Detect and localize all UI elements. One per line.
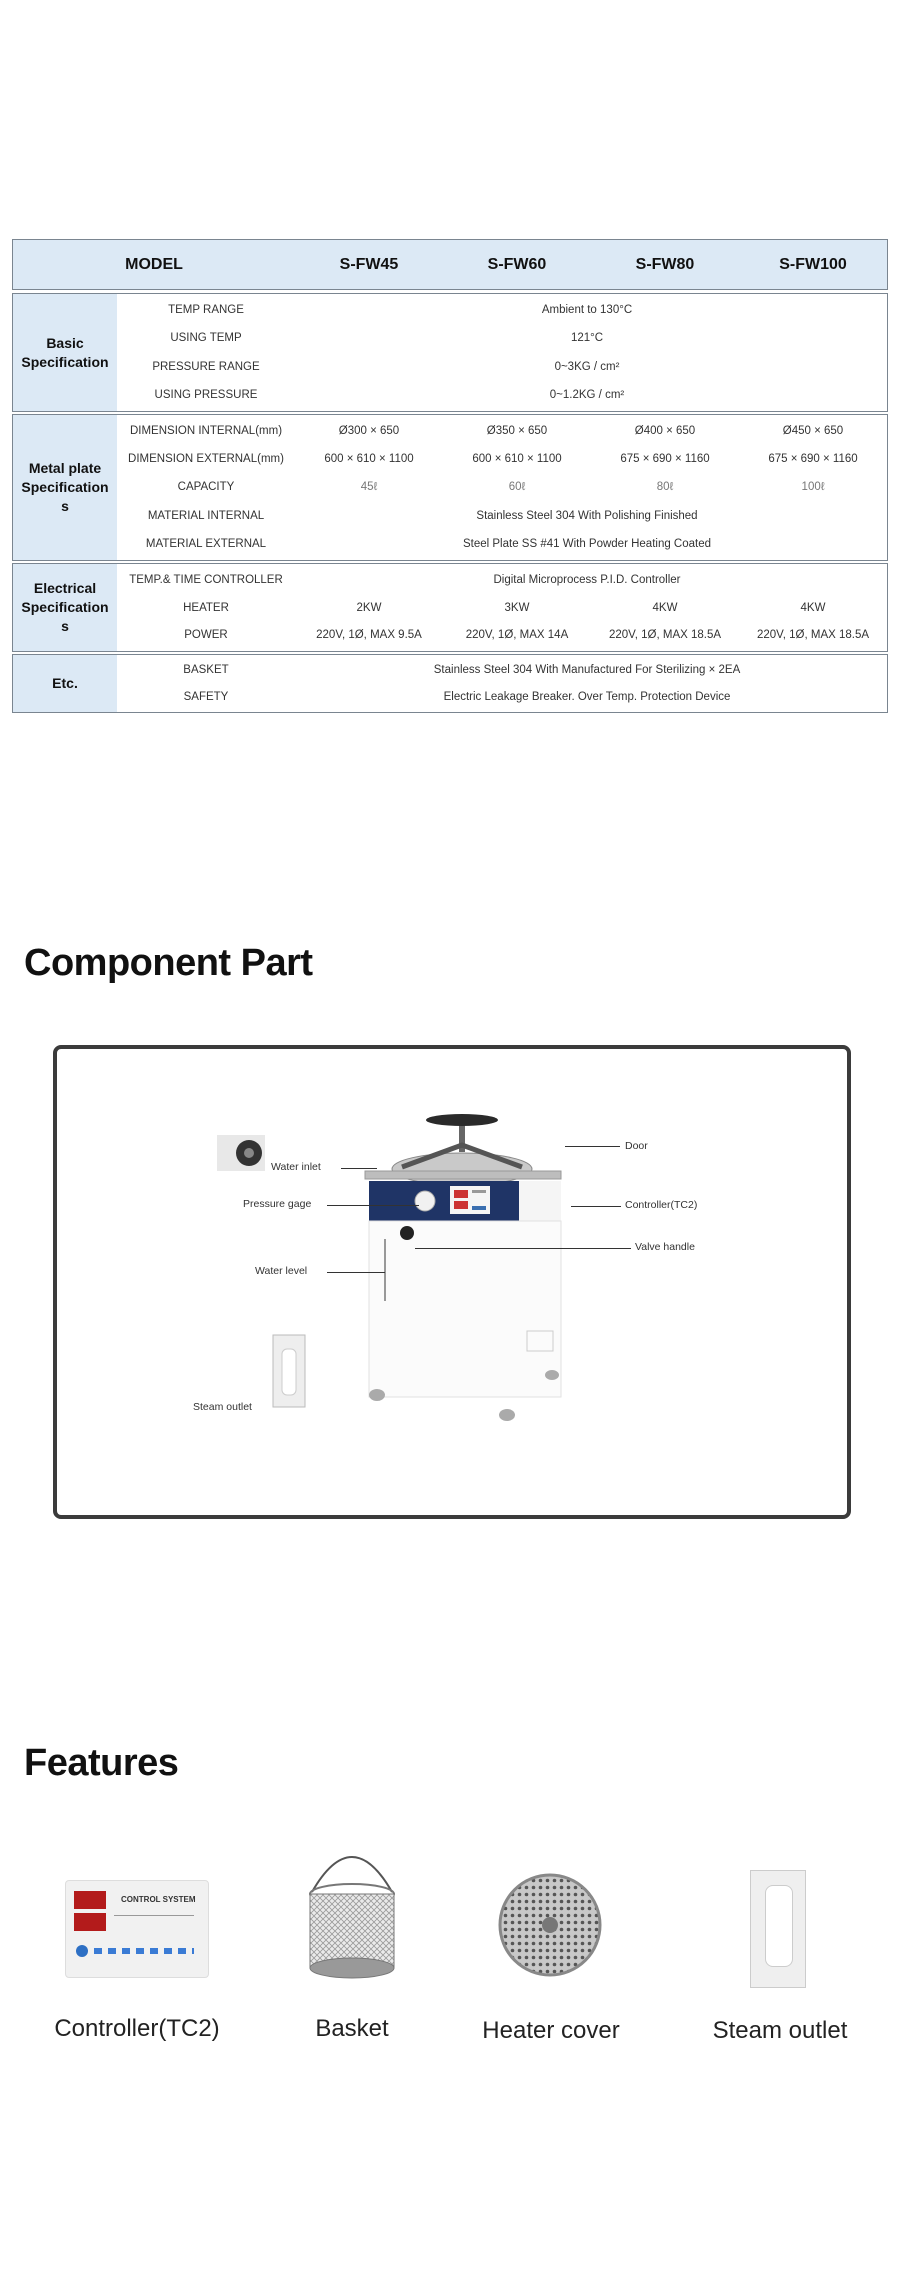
- spec-value: 675 × 690 × 1160: [620, 453, 710, 466]
- spec-label: DIMENSION INTERNAL(mm): [129, 425, 283, 438]
- spec-row: [117, 296, 887, 324]
- spec-value: 3KW: [504, 601, 530, 614]
- feature-label-basket: Basket: [315, 2015, 389, 2042]
- callout-line: [571, 1206, 621, 1207]
- spec-value: Ø350 × 650: [486, 425, 548, 438]
- callout-line: [327, 1205, 419, 1206]
- etc-spec-category: Etc.: [13, 655, 117, 712]
- spec-row: [117, 530, 887, 558]
- autoclave-illustration: [57, 1049, 847, 1515]
- spec-value: 2KW: [356, 601, 382, 614]
- spec-value: 45ℓ: [360, 481, 378, 494]
- spec-value: Ambient to 130°C: [541, 304, 633, 317]
- spec-value: 4KW: [800, 601, 826, 614]
- spec-row: [117, 566, 887, 594]
- electrical-spec-category: Electrical Specification s: [13, 564, 117, 651]
- spec-value: 600 × 610 × 1100: [324, 453, 414, 466]
- spec-value: 4KW: [652, 601, 678, 614]
- spec-label: TEMP RANGE: [168, 304, 244, 317]
- metal-spec-group: [12, 414, 888, 561]
- feature-label-heater-cover: Heater cover: [482, 2017, 620, 2044]
- spec-value: 121°C: [570, 332, 604, 345]
- spec-value: Steel Plate SS #41 With Powder Heating Coated: [462, 537, 712, 550]
- spec-value: 675 × 690 × 1160: [768, 453, 858, 466]
- spec-row: [117, 445, 887, 473]
- spec-value: Stainless Steel 304 With Manufactured For Sterilizing × 2EA: [433, 664, 741, 677]
- spec-row: [117, 594, 887, 622]
- spec-value: Ø300 × 650: [338, 425, 400, 438]
- spec-label: SAFETY: [183, 690, 229, 703]
- model-s-fw100: S-FW100: [779, 255, 847, 273]
- spec-label: MATERIAL EXTERNAL: [145, 537, 267, 550]
- basic-spec-category: Basic Specification: [13, 294, 117, 411]
- spec-row: [117, 324, 887, 352]
- features-title: Features: [24, 1742, 179, 1784]
- callout-steam-outlet: Steam outlet: [193, 1401, 252, 1413]
- feature-label-controller: Controller(TC2): [54, 2015, 220, 2042]
- spec-row: [117, 417, 887, 445]
- callout-valve-handle: Valve handle: [635, 1241, 695, 1253]
- spec-label: PRESSURE RANGE: [152, 360, 260, 373]
- spec-label: TEMP.& TIME CONTROLLER: [129, 573, 283, 586]
- spec-value: Ø400 × 650: [634, 425, 696, 438]
- electrical-spec-group: [12, 563, 888, 652]
- model-s-fw80: S-FW80: [635, 255, 695, 273]
- spec-row: [117, 657, 887, 684]
- callout-controller: Controller(TC2): [625, 1199, 698, 1211]
- component-diagram: [53, 1045, 851, 1519]
- callout-line: [565, 1146, 620, 1147]
- callout-pressure-gage: Pressure gage: [243, 1198, 312, 1210]
- spec-value: Stainless Steel 304 With Polishing Finished: [476, 509, 698, 522]
- component-part-title: Component Part: [24, 942, 313, 984]
- spec-value: 80ℓ: [656, 481, 674, 494]
- spec-value: 220V, 1Ø, MAX 18.5A: [756, 629, 870, 642]
- spec-value: 0~3KG / cm²: [554, 360, 620, 373]
- etc-spec-group: [12, 654, 888, 713]
- feature-controller-image: [65, 1880, 209, 1978]
- spec-label: DIMENSION EXTERNAL(mm): [128, 453, 284, 466]
- spec-value: 220V, 1Ø, MAX 14A: [465, 629, 569, 642]
- callout-line: [415, 1248, 631, 1249]
- model-header: MODEL: [125, 255, 183, 273]
- spec-row: [117, 502, 887, 530]
- spec-row: [117, 381, 887, 409]
- spec-row: [117, 353, 887, 381]
- controller-panel-text: CONTROL SYSTEM: [121, 1895, 196, 1904]
- model-s-fw45: S-FW45: [339, 255, 399, 273]
- feature-label-steam-outlet: Steam outlet: [712, 2017, 848, 2044]
- callout-line: [341, 1168, 377, 1169]
- spec-label: USING TEMP: [170, 332, 242, 345]
- spec-value: Electric Leakage Breaker. Over Temp. Protection Device: [443, 690, 731, 703]
- spec-value: 100ℓ: [801, 481, 825, 494]
- feature-heater-cover-image: [495, 1870, 605, 1980]
- spec-label: USING PRESSURE: [154, 388, 258, 401]
- spec-value: 600 × 610 × 1100: [472, 453, 562, 466]
- spec-value: 60ℓ: [508, 481, 526, 494]
- spec-label: POWER: [184, 629, 228, 642]
- model-s-fw60: S-FW60: [487, 255, 547, 273]
- spec-value: Digital Microprocess P.I.D. Controller: [493, 573, 681, 586]
- spec-value: 0~1.2KG / cm²: [549, 388, 625, 401]
- feature-steam-outlet-image: [750, 1870, 806, 1988]
- spec-row: [117, 684, 887, 711]
- spec-header-row: [12, 239, 888, 290]
- basic-spec-group: [12, 293, 888, 412]
- callout-water-inlet: Water inlet: [271, 1161, 321, 1173]
- spec-value: Ø450 × 650: [782, 425, 844, 438]
- spec-row: [117, 621, 887, 649]
- spec-row: [117, 473, 887, 501]
- feature-basket-image: [302, 1832, 402, 1982]
- spec-label: MATERIAL INTERNAL: [147, 509, 265, 522]
- spec-value: 220V, 1Ø, MAX 9.5A: [316, 629, 422, 642]
- spec-label: HEATER: [183, 601, 229, 614]
- spec-label: CAPACITY: [177, 481, 235, 494]
- metal-spec-category: Metal plate Specification s: [13, 415, 117, 560]
- spec-value: 220V, 1Ø, MAX 18.5A: [608, 629, 722, 642]
- spec-label: BASKET: [183, 664, 229, 677]
- callout-door: Door: [625, 1140, 648, 1152]
- callout-line: [327, 1272, 385, 1273]
- callout-water-level: Water level: [255, 1265, 308, 1277]
